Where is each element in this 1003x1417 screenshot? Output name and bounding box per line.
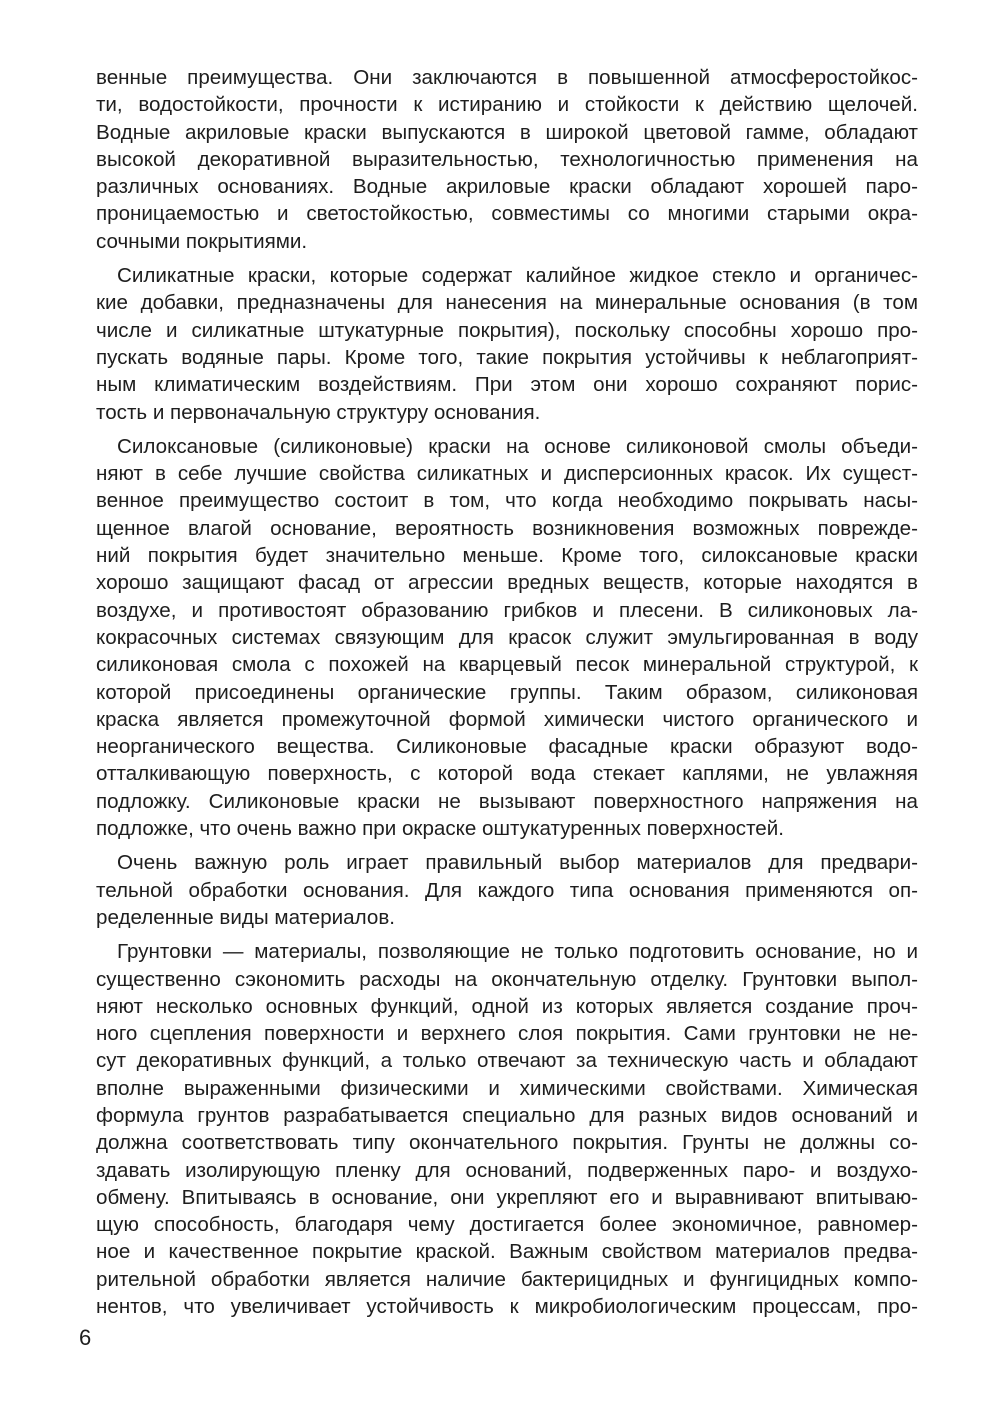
text-line: щую способность, благодаря чему достигается более экономичное, равномер- (96, 1213, 918, 1237)
text-line: сочными покрытиями. (96, 229, 308, 253)
paragraph (96, 262, 918, 426)
paragraph (96, 849, 918, 931)
text-line: краска является промежуточной формой химически чистого органического и (96, 707, 918, 731)
text-line: няют в себе лучшие свойства силикатных и дисперсионных красок. Их сущест- (96, 462, 918, 486)
text-line: ний покрытия будет значительно меньше. Кроме того, силоксановые краски (96, 544, 918, 568)
text-line: подложке, что очень важно при окраске оштукатуренных поверхностей. (96, 817, 784, 841)
text-line: обмену. Впитываясь в основание, они укрепляют его и выравнивают впитываю- (96, 1185, 918, 1209)
page-number: 6 (79, 1325, 92, 1350)
text-line: силиконовая смола с похожей на кварцевый песок минеральной структурой, к (96, 653, 918, 677)
text-line: подложку. Силиконовые краски не вызывают поверхностного напряжения на (96, 789, 918, 813)
text-line: Силикатные краски, которые содержат калийное жидкое стекло и органичес- (117, 264, 918, 288)
text-line: венное преимущество состоит в том, что когда необходимо покрывать насы- (96, 489, 918, 513)
text-line: существенно сэкономить расходы на окончательную отделку. Грунтовки выпол- (96, 967, 918, 991)
text-line: Водные акриловые краски выпускаются в широкой цветовой гамме, обладают (96, 120, 918, 144)
text-line: высокой декоративной выразительностью, технологичностью применения на (96, 147, 918, 171)
text-line: тость и первоначальную структуру основания. (96, 400, 541, 424)
text-line: венные преимущества. Они заключаются в повышенной атмосферостойкос- (96, 66, 918, 89)
text-line: тельной обработки основания. Для каждого типа основания применяются оп- (96, 878, 918, 902)
text-line: ределенные виды материалов. (96, 905, 396, 929)
text-line: кие добавки, предназначены для нанесения на минеральные основания (в том (96, 291, 918, 315)
text-line: нентов, что увеличивает устойчивость к микробиологическим процессам, про- (96, 1295, 918, 1319)
text-line: ное и качественное покрытие краской. Важным свойством материалов предва- (96, 1240, 918, 1264)
text-line: хорошо защищают фасад от агрессии вредных веществ, которые находятся в (96, 571, 918, 595)
text-line: вполне выраженными физическими и химическими свойствами. Химическая (96, 1076, 918, 1100)
text-line: рительной обработки является наличие бактерицидных и фунгицидных компо- (96, 1267, 918, 1291)
paragraph (96, 938, 918, 1320)
paragraph (96, 64, 918, 255)
text-line: Грунтовки — материалы, позволяющие не только подготовить основание, но и (117, 940, 918, 964)
text-line: которой присоединены органические группы. Таким образом, силиконовая (96, 680, 918, 704)
text-line: числе и силикатные штукатурные покрытия), поскольку способны хорошо про- (96, 318, 918, 342)
text-line: здавать изолирующую пленку для оснований, подверженных паро- и воздухо- (96, 1158, 918, 1182)
text-line: ти, водостойкости, прочности к истиранию и стойкости к действию щелочей. (96, 93, 918, 117)
text-line: ного сцепления поверхности и верхнего слоя покрытия. Сами грунтовки не не- (96, 1022, 918, 1046)
text-line: проницаемостью и светостойкостью, совместимы со многими старыми окра- (96, 202, 918, 226)
text-line: Очень важную роль играет правильный выбор материалов для предвари- (117, 851, 918, 875)
text-line: должна соответствовать типу окончательного покрытия. Грунты не должны со- (96, 1131, 918, 1155)
text-line: пускать водяные пары. Кроме того, такие покрытия устойчивы к неблагоприят- (96, 345, 918, 369)
text-line: сут декоративных функций, а только отвечают за техническую часть и обладают (96, 1049, 918, 1073)
text-line: неорганического вещества. Силиконовые фасадные краски образуют водо- (96, 735, 918, 759)
paragraph (96, 433, 918, 842)
text-line: различных основаниях. Водные акриловые краски обладают хорошей паро- (96, 175, 918, 199)
text-line: воздухе, и противостоят образованию грибков и плесени. В силиконовых ла- (96, 598, 918, 622)
text-line: няют несколько основных функций, одной из которых является создание проч- (96, 994, 918, 1018)
text-line: формула грунтов разрабатывается специально для разных видов оснований и (96, 1103, 918, 1127)
body-text (96, 64, 918, 1327)
text-line: щенное влагой основание, вероятность возникновения возможных поврежде- (96, 516, 918, 540)
text-line: кокрасочных системах связующим для красок служит эмульгированная в воду (96, 625, 918, 649)
text-line: Силоксановые (силиконовые) краски на основе силиконовой смолы объеди- (117, 434, 918, 458)
text-line: ным климатическим воздействиям. При этом они хорошо сохраняют порис- (96, 373, 918, 397)
text-line: отталкивающую поверхность, с которой вода стекает каплями, не увлажняя (96, 762, 918, 786)
